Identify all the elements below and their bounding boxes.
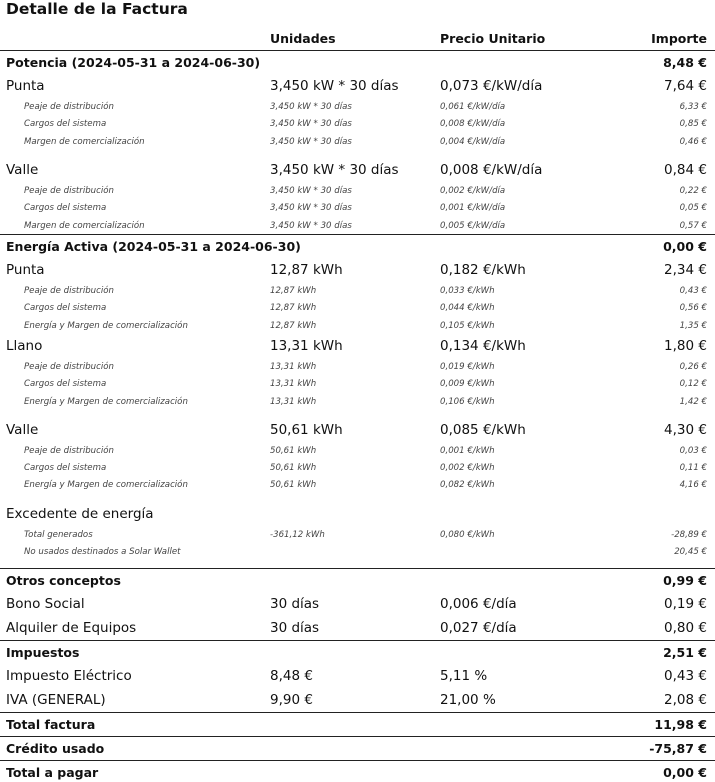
section-potencia xyxy=(0,50,715,74)
sub-label: Peaje de distribución xyxy=(24,186,114,196)
item-amount: 0,80 € xyxy=(664,620,707,636)
section-total: 8,48 € xyxy=(663,55,707,70)
total-label: Crédito usado xyxy=(6,741,105,756)
sub-amount: 0,05 € xyxy=(679,203,707,213)
sub-units: 3,450 kW * 30 días xyxy=(270,119,352,129)
column-header-unit-price: Precio Unitario xyxy=(440,31,546,46)
sub-label: Cargos del sistema xyxy=(24,379,107,389)
item-units: 13,31 kWh xyxy=(270,338,343,354)
item-price: 0,134 €/kWh xyxy=(440,338,526,354)
sub-amount: 0,26 € xyxy=(679,362,707,372)
item-amount: 0,43 € xyxy=(664,668,707,684)
sub-label: Margen de comercialización xyxy=(24,137,145,147)
sub-amount: 0,85 € xyxy=(679,119,707,129)
total-label: Total factura xyxy=(6,717,96,732)
sub-price: 0,002 €/kWh xyxy=(440,463,495,473)
credito-usado-row xyxy=(0,736,715,760)
sub-units: 13,31 kWh xyxy=(270,379,317,389)
section-label: Energía Activa (2024-05-31 a 2024-06-30) xyxy=(6,239,301,254)
item-label: Impuesto Eléctrico xyxy=(6,668,132,684)
item-amount: 2,08 € xyxy=(664,692,707,708)
sub-label: Energía y Margen de comercialización xyxy=(24,480,188,490)
sub-amount: 0,03 € xyxy=(679,446,707,456)
item-amount: 2,34 € xyxy=(664,262,707,278)
sub-label: Cargos del sistema xyxy=(24,303,107,313)
sub-label: Cargos del sistema xyxy=(24,203,107,213)
item-units: 12,87 kWh xyxy=(270,262,343,278)
sub-price: 0,004 €/kW/día xyxy=(440,137,506,147)
sub-price: 0,106 €/kWh xyxy=(440,397,495,407)
section-total: 2,51 € xyxy=(663,645,707,660)
item-units: 9,90 € xyxy=(270,692,313,708)
item-units: 50,61 kWh xyxy=(270,422,343,438)
item-price: 21,00 % xyxy=(440,692,496,708)
item-price: 0,182 €/kWh xyxy=(440,262,526,278)
section-otros-conceptos xyxy=(0,568,715,592)
section-energia-activa xyxy=(0,234,715,258)
item-label: Valle xyxy=(6,162,39,178)
sub-price: 0,001 €/kW/día xyxy=(440,203,506,213)
item-label: Punta xyxy=(6,78,45,94)
item-price: 0,008 €/kW/día xyxy=(440,162,543,178)
sub-units: -361,12 kWh xyxy=(270,530,325,540)
item-units: 3,450 kW * 30 días xyxy=(270,78,399,94)
section-total: 0,00 € xyxy=(663,239,707,254)
item-label: IVA (GENERAL) xyxy=(6,692,106,708)
sub-label: Energía y Margen de comercialización xyxy=(24,321,188,331)
sub-price: 0,019 €/kWh xyxy=(440,362,495,372)
sub-amount: 0,57 € xyxy=(679,221,707,231)
sub-amount: 20,45 € xyxy=(674,547,707,557)
sub-amount: -28,89 € xyxy=(671,530,707,540)
item-price: 0,006 €/día xyxy=(440,596,517,612)
sub-label: No usados destinados a Solar Wallet xyxy=(24,547,181,557)
section-total: 0,99 € xyxy=(663,573,707,588)
sub-units: 50,61 kWh xyxy=(270,446,317,456)
item-price: 0,085 €/kWh xyxy=(440,422,526,438)
item-amount: 0,19 € xyxy=(664,596,707,612)
sub-amount: 6,33 € xyxy=(679,102,707,112)
item-units: 30 días xyxy=(270,620,320,636)
sub-price: 0,082 €/kWh xyxy=(440,480,495,490)
item-amount: 4,30 € xyxy=(664,422,707,438)
sub-units: 50,61 kWh xyxy=(270,480,317,490)
item-label: Excedente de energía xyxy=(6,506,154,522)
sub-units: 12,87 kWh xyxy=(270,303,317,313)
sub-amount: 0,12 € xyxy=(679,379,707,389)
sub-amount: 4,16 € xyxy=(679,480,707,490)
sub-price: 0,105 €/kWh xyxy=(440,321,495,331)
total-label: Total a pagar xyxy=(6,765,99,780)
column-header-units: Unidades xyxy=(270,31,336,46)
sub-price: 0,002 €/kW/día xyxy=(440,186,506,196)
sub-label: Peaje de distribución xyxy=(24,102,114,112)
sub-label: Energía y Margen de comercialización xyxy=(24,397,188,407)
sub-price: 0,033 €/kWh xyxy=(440,286,495,296)
sub-units: 12,87 kWh xyxy=(270,321,317,331)
total-amount: 11,98 € xyxy=(654,717,707,732)
item-amount: 1,80 € xyxy=(664,338,707,354)
sub-amount: 0,46 € xyxy=(679,137,707,147)
sub-label: Peaje de distribución xyxy=(24,362,114,372)
sub-units: 3,450 kW * 30 días xyxy=(270,102,352,112)
section-label: Impuestos xyxy=(6,645,80,660)
sub-price: 0,080 €/kWh xyxy=(440,530,495,540)
item-label: Alquiler de Equipos xyxy=(6,620,137,636)
sub-price: 0,061 €/kW/día xyxy=(440,102,506,112)
sub-label: Cargos del sistema xyxy=(24,119,107,129)
item-amount: 0,84 € xyxy=(664,162,707,178)
total-factura-row xyxy=(0,712,715,736)
total-amount: 0,00 € xyxy=(663,765,707,780)
sub-units: 13,31 kWh xyxy=(270,362,317,372)
sub-price: 0,009 €/kWh xyxy=(440,379,495,389)
sub-label: Peaje de distribución xyxy=(24,286,114,296)
sub-units: 3,450 kW * 30 días xyxy=(270,221,352,231)
sub-label: Cargos del sistema xyxy=(24,463,107,473)
item-price: 0,027 €/día xyxy=(440,620,517,636)
sub-price: 0,044 €/kWh xyxy=(440,303,495,313)
sub-price: 0,001 €/kWh xyxy=(440,446,495,456)
sub-units: 3,450 kW * 30 días xyxy=(270,203,352,213)
sub-units: 12,87 kWh xyxy=(270,286,317,296)
item-label: Valle xyxy=(6,422,39,438)
column-header-amount: Importe xyxy=(651,31,707,46)
item-label: Llano xyxy=(6,338,43,354)
sub-amount: 1,35 € xyxy=(679,321,707,331)
item-units: 30 días xyxy=(270,596,320,612)
sub-price: 0,008 €/kW/día xyxy=(440,119,506,129)
sub-amount: 0,43 € xyxy=(679,286,707,296)
item-label: Bono Social xyxy=(6,596,85,612)
sub-units: 3,450 kW * 30 días xyxy=(270,186,352,196)
item-amount: 7,64 € xyxy=(664,78,707,94)
sub-amount: 0,11 € xyxy=(679,463,707,473)
sub-label: Peaje de distribución xyxy=(24,446,114,456)
total-a-pagar-row xyxy=(0,760,715,782)
total-amount: -75,87 € xyxy=(649,741,707,756)
item-units: 8,48 € xyxy=(270,668,313,684)
section-impuestos xyxy=(0,640,715,664)
item-label: Punta xyxy=(6,262,45,278)
sub-label: Total generados xyxy=(24,530,93,540)
item-units: 3,450 kW * 30 días xyxy=(270,162,399,178)
section-label: Otros conceptos xyxy=(6,573,121,588)
sub-units: 13,31 kWh xyxy=(270,397,317,407)
sub-amount: 0,56 € xyxy=(679,303,707,313)
page-title: Detalle de la Factura xyxy=(6,0,188,18)
section-label: Potencia (2024-05-31 a 2024-06-30) xyxy=(6,55,261,70)
item-price: 0,073 €/kW/día xyxy=(440,78,543,94)
sub-price: 0,005 €/kW/día xyxy=(440,221,506,231)
sub-amount: 1,42 € xyxy=(679,397,707,407)
item-price: 5,11 % xyxy=(440,668,488,684)
sub-amount: 0,22 € xyxy=(679,186,707,196)
sub-units: 3,450 kW * 30 días xyxy=(270,137,352,147)
sub-label: Margen de comercialización xyxy=(24,221,145,231)
sub-units: 50,61 kWh xyxy=(270,463,317,473)
